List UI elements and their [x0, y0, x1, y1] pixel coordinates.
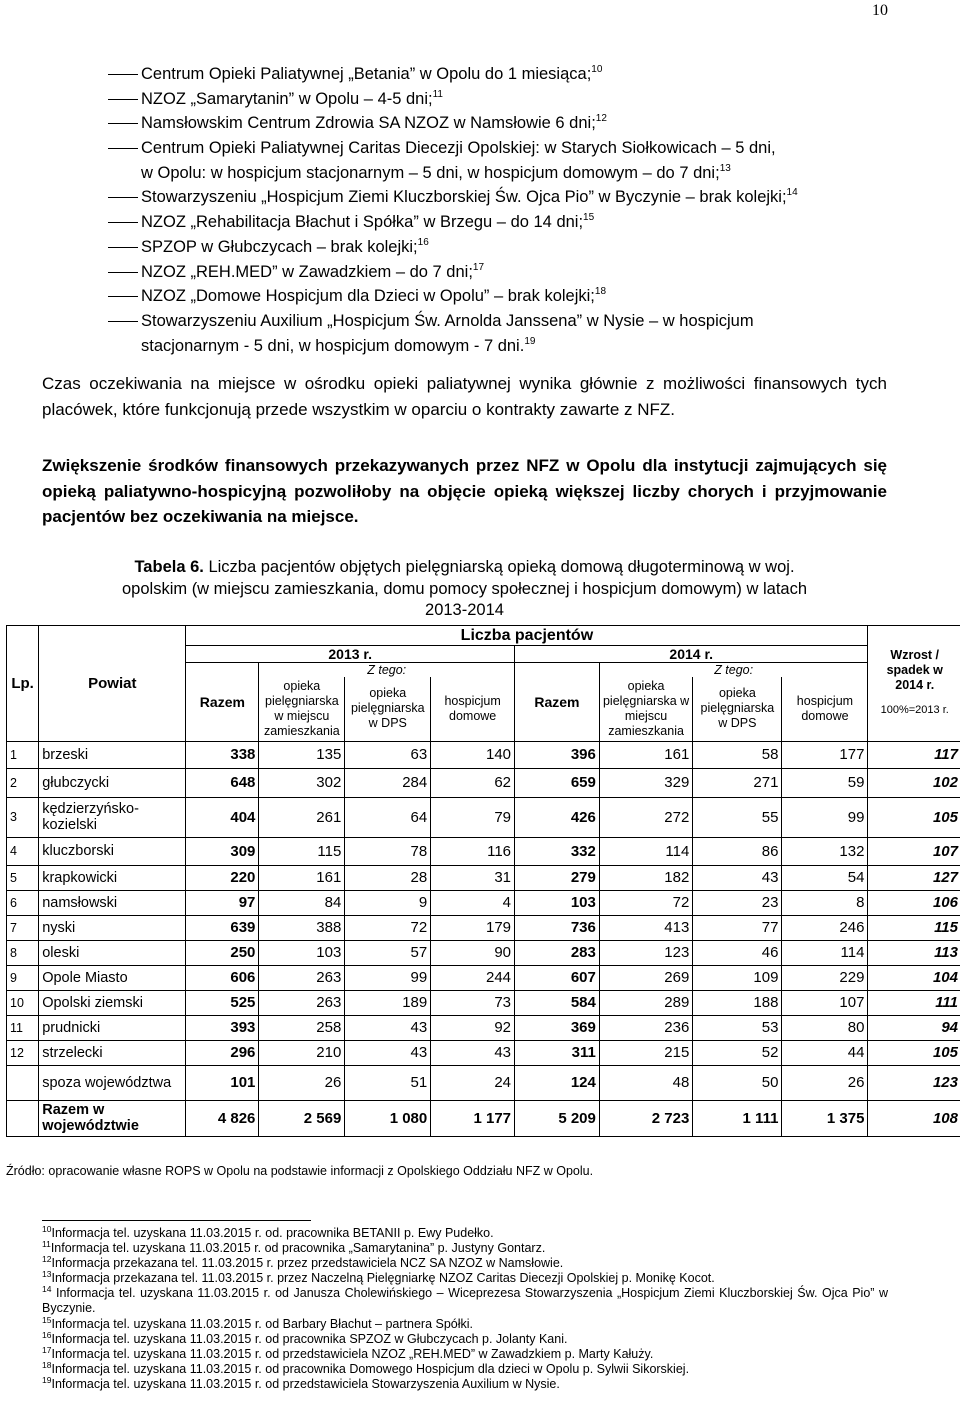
cell-value: 80	[782, 1015, 868, 1040]
bullet-continuation-text: w Opolu: w hospicjum stacjonarnym – 5 dni, w hospicjum domowym – do 7 dni;	[141, 163, 720, 182]
cell-value: 127	[868, 865, 960, 890]
cell-value: 43	[431, 1040, 515, 1065]
cell-value: 111	[868, 990, 960, 1015]
cell-powiat: kędzierzyńsko-kozielski	[39, 797, 186, 837]
cell-value: 31	[431, 865, 515, 890]
cell-value: 64	[345, 797, 431, 837]
cell-value: 99	[782, 797, 868, 837]
footnote-number: 16	[42, 1329, 52, 1340]
bullet-item	[108, 111, 888, 136]
bullet-continuation-text: stacjonarnym - 5 dni, w hospicjum domowym - 7 dni.	[141, 336, 525, 355]
footnote-number: 17	[42, 1344, 52, 1355]
header-c3-2014: hospicjum domowe	[782, 677, 868, 741]
cell-value: 72	[345, 915, 431, 940]
cell-value: 135	[259, 741, 345, 768]
cell-value: 396	[515, 741, 600, 768]
cell-value: 8	[782, 890, 868, 915]
cell-lp: 3	[7, 797, 39, 837]
cell-value: 284	[345, 768, 431, 797]
dash-marker	[108, 321, 138, 322]
footnote-item	[42, 1344, 888, 1362]
table-row	[7, 1040, 960, 1065]
cell-powiat: namsłowski	[39, 890, 186, 915]
cell-value: 77	[693, 915, 782, 940]
cell-value: 90	[431, 940, 515, 965]
header-base: 100%=2013 r.	[880, 704, 949, 717]
cell-value: 1 080	[345, 1100, 431, 1136]
footnote-ref: 15	[583, 212, 595, 224]
cell-value: 105	[868, 1040, 960, 1065]
header-wzrost-label: Wzrost / spadek w 2014 r.	[886, 648, 943, 693]
bullet-text: Namsłowskim Centrum Zdrowia SA NZOZ w Namsłowie 6 dni;	[141, 114, 596, 133]
dash-marker	[108, 99, 138, 100]
cell-value: 2 723	[599, 1100, 692, 1136]
cell-value: 84	[259, 890, 345, 915]
footnote-text: Informacja tel. uzyskana 11.03.2015 r. od pracownika Domowego Hospicjum dla dzieci w Opolu p. Sylwii Sikorskiej.	[51, 1361, 690, 1376]
table-row	[7, 741, 960, 768]
cell-value: 44	[782, 1040, 868, 1065]
footnote-ref: 11	[432, 88, 443, 100]
cell-value: 283	[515, 940, 600, 965]
table-caption	[42, 557, 887, 622]
cell-value: 113	[868, 940, 960, 965]
footnotes	[42, 1226, 888, 1392]
cell-value: 607	[515, 965, 600, 990]
cell-lp: 12	[7, 1040, 39, 1065]
footnote-item	[42, 1314, 888, 1332]
cell-value: 639	[186, 915, 259, 940]
paragraph-text: Zwiększenie środków finansowych przekazywanych przez NFZ w Opolu dla instytucji zajmujących się opieką paliatywno-hospicyjną pozwoliłoby na objęcie opieką większej liczby chorych i przyjmowanie pacjentów bez oczekiwania na miejsce.	[42, 456, 887, 526]
cell-value: 59	[782, 768, 868, 797]
table-row	[7, 797, 960, 837]
cell-value: 109	[693, 965, 782, 990]
dash-marker	[108, 247, 138, 248]
cell-value: 97	[186, 890, 259, 915]
footnote-item	[42, 1226, 888, 1241]
cell-value: 736	[515, 915, 600, 940]
cell-value: 55	[693, 797, 782, 837]
cell-value: 115	[259, 837, 345, 865]
cell-value: 250	[186, 940, 259, 965]
dash-marker	[108, 272, 138, 273]
cell-value: 179	[431, 915, 515, 940]
table-row	[7, 865, 960, 890]
cell-value: 5 209	[515, 1100, 600, 1136]
cell-value: 53	[693, 1015, 782, 1040]
cell-value: 1 375	[782, 1100, 868, 1136]
cell-value: 92	[431, 1015, 515, 1040]
bullet-text: NZOZ „REH.MED” w Zawadzkiem – do 7 dni;	[141, 262, 473, 281]
cell-value: 189	[345, 990, 431, 1015]
cell-value: 296	[186, 1040, 259, 1065]
cell-powiat: oleski	[39, 940, 186, 965]
cell-value: 269	[599, 965, 692, 990]
footnote-ref: 14	[786, 187, 798, 199]
cell-value: 606	[186, 965, 259, 990]
cell-lp: 8	[7, 940, 39, 965]
dash-marker	[108, 123, 138, 124]
cell-value: 140	[431, 741, 515, 768]
dash-marker	[108, 296, 138, 297]
cell-value: 62	[431, 768, 515, 797]
cell-value: 43	[345, 1015, 431, 1040]
header-powiat: Powiat	[39, 626, 186, 742]
bullet-text: NZOZ „Rehabilitacja Błachut i Spółka” w Brzegu – do 14 dni;	[141, 213, 584, 232]
cell-value: 302	[259, 768, 345, 797]
cell-value: 263	[259, 990, 345, 1015]
bullet-item	[108, 309, 888, 358]
footnote-separator	[42, 1220, 311, 1221]
header-c2-2014: opieka pielęgniarska w DPS	[693, 677, 782, 741]
cell-value: 272	[599, 797, 692, 837]
bullet-text: SPZOP w Głubczycach – brak kolejki;	[141, 237, 418, 256]
cell-value: 648	[186, 768, 259, 797]
table-row	[7, 1015, 960, 1040]
cell-value: 72	[599, 890, 692, 915]
cell-value: 106	[868, 890, 960, 915]
bullet-item	[108, 185, 888, 210]
cell-lp	[7, 1065, 39, 1100]
footnote-ref: 13	[719, 162, 731, 174]
bullet-item	[108, 136, 888, 185]
cell-value: 48	[599, 1065, 692, 1100]
cell-value: 177	[782, 741, 868, 768]
bullet-text: Stowarzyszeniu Auxilium „Hospicjum Św. Arnolda Janssena” w Nysie – w hospicjum	[141, 311, 754, 330]
footnote-text: Informacja tel. uzyskana 11.03.2015 r. od przedstawiciela Stowarzyszenia Auxilium w Nysie.	[51, 1376, 560, 1391]
cell-powiat: głubczycki	[39, 768, 186, 797]
cell-value: 79	[431, 797, 515, 837]
footnote-number: 15	[42, 1314, 52, 1325]
cell-value: 123	[868, 1065, 960, 1100]
footnote-number: 11	[42, 1239, 51, 1250]
cell-lp: 7	[7, 915, 39, 940]
cell-value: 107	[782, 990, 868, 1015]
cell-value: 107	[868, 837, 960, 865]
paragraph-waiting-time	[42, 371, 887, 422]
cell-value: 215	[599, 1040, 692, 1065]
header-c3-2013: hospicjum domowe	[431, 677, 515, 741]
table-row	[7, 965, 960, 990]
footnote-item	[42, 1241, 888, 1256]
cell-value: 43	[693, 865, 782, 890]
footnote-number: 12	[42, 1254, 52, 1265]
cell-powiat: krapkowicki	[39, 865, 186, 890]
cell-value: 338	[186, 741, 259, 768]
header-c1-2014: opieka pielęgniarska w miejscu zamieszkania	[599, 677, 692, 741]
footnote-text: Informacja przekazana tel. 11.03.2015 r. przez Naczelną Pielęgniarkę NZOZ Caritas Diecezji Opolskiej p. Monikę Kocot.	[51, 1271, 715, 1286]
dash-marker	[108, 197, 138, 198]
paragraph-funding	[42, 453, 887, 530]
cell-lp: 6	[7, 890, 39, 915]
cell-value: 258	[259, 1015, 345, 1040]
table-row	[7, 1100, 960, 1136]
cell-value: 114	[599, 837, 692, 865]
cell-powiat: brzeski	[39, 741, 186, 768]
page-number: 10	[872, 2, 888, 19]
header-razem-2014: Razem	[515, 663, 600, 742]
cell-value: 103	[259, 940, 345, 965]
footnote-text: Informacja tel. uzyskana 11.03.2015 r. od Janusza Cholewińskiego – Wiceprezesa Stowarzyszenia „Hospicjum Ziemi Kluczborskiej Św. Ojca Pio” w Byczynie.	[42, 1286, 888, 1316]
cell-value: 271	[693, 768, 782, 797]
table-row	[7, 990, 960, 1015]
cell-value: 188	[693, 990, 782, 1015]
footnote-number: 14	[42, 1284, 52, 1295]
cell-value: 132	[782, 837, 868, 865]
bullet-item	[108, 87, 888, 112]
header-tego-2013: Z tego:	[259, 663, 515, 678]
cell-value: 369	[515, 1015, 600, 1040]
cell-value: 116	[431, 837, 515, 865]
cell-value: 58	[693, 741, 782, 768]
cell-powiat: nyski	[39, 915, 186, 940]
footnote-ref: 10	[591, 64, 603, 75]
cell-value: 261	[259, 797, 345, 837]
cell-value: 263	[259, 965, 345, 990]
cell-powiat: strzelecki	[39, 1040, 186, 1065]
footnote-ref: 17	[472, 261, 485, 273]
dash-marker	[108, 222, 138, 223]
cell-value: 51	[345, 1065, 431, 1100]
cell-value: 329	[599, 768, 692, 797]
footnote-ref: 12	[595, 113, 607, 125]
cell-powiat: spoza województwa	[39, 1065, 186, 1100]
header-2014: 2014 r.	[515, 646, 868, 663]
bullet-continuation	[141, 334, 888, 359]
header-2013: 2013 r.	[186, 646, 515, 663]
cell-value: 1 177	[431, 1100, 515, 1136]
cell-value: 311	[515, 1040, 600, 1065]
bullet-item	[108, 235, 888, 260]
cell-value: 117	[868, 741, 960, 768]
footnote-text: Informacja tel. uzyskana 11.03.2015 r. od pracownika SPZOZ w Głubczycach p. Jolanty Kani.	[51, 1331, 568, 1346]
cell-value: 115	[868, 915, 960, 940]
bullet-text: NZOZ „Domowe Hospicjum dla Dzieci w Opolu” – brak kolejki;	[141, 287, 595, 306]
cell-value: 332	[515, 837, 600, 865]
cell-value: 236	[599, 1015, 692, 1040]
cell-value: 108	[868, 1100, 960, 1136]
cell-lp: 4	[7, 837, 39, 865]
caption-line2: opolskim (w miejscu zamieszkania, domu pomocy społecznej i hospicjum domowym) w latach	[122, 579, 807, 598]
header-c2-2013: opieka pielęgniarska w DPS	[345, 677, 431, 741]
cell-lp: 9	[7, 965, 39, 990]
table-row	[7, 940, 960, 965]
table-row	[7, 1065, 960, 1100]
cell-powiat: Opole Miasto	[39, 965, 186, 990]
dash-marker	[108, 148, 138, 149]
footnote-ref: 16	[417, 236, 429, 248]
cell-value: 105	[868, 797, 960, 837]
cell-value: 104	[868, 965, 960, 990]
footnote-ref: 18	[594, 286, 607, 298]
footnote-text: Informacja tel. uzyskana 11.03.2015 r. od przedstawiciela NZOZ „REH.MED” w Zawadzkiem p. Marty Kałuży.	[51, 1346, 654, 1361]
header-tego-2014: Z tego:	[599, 663, 868, 678]
cell-lp: 5	[7, 865, 39, 890]
footnote-number: 19	[42, 1374, 52, 1385]
cell-powiat: prudnicki	[39, 1015, 186, 1040]
footnote-text: Informacja przekazana tel. 11.03.2015 r. przez przedstawiciela NCZ SA NZOZ w Namsłowie.	[51, 1256, 564, 1271]
cell-value: 28	[345, 865, 431, 890]
cell-value: 102	[868, 768, 960, 797]
table-row	[7, 768, 960, 797]
cell-value: 584	[515, 990, 600, 1015]
bullet-text: Centrum Opieki Paliatywnej „Betania” w Opolu do 1 miesiąca;	[141, 65, 592, 83]
bullet-continuation	[141, 161, 888, 186]
caption-label: Tabela 6.	[134, 558, 204, 576]
caption-line1: Liczba pacjentów objętych pielęgniarską opieką domową długoterminową w woj.	[203, 558, 795, 576]
cell-value: 46	[693, 940, 782, 965]
cell-value: 124	[515, 1065, 600, 1100]
footnote-text: Informacja tel. uzyskana 11.03.2015 r. od Barbary Błachut – partnera Spółki.	[51, 1316, 474, 1331]
cell-value: 4 826	[186, 1100, 259, 1136]
cell-value: 161	[599, 741, 692, 768]
paragraph-text: Czas oczekiwania na miejsce w ośrodku opieki paliatywnej wynika głównie z możliwości finansowych tych placówek, które funkcjonują przede wszystkim w oparciu o kontrakty zawarte z NFZ.	[42, 374, 887, 419]
footnote-ref: 19	[524, 335, 536, 347]
cell-value: 182	[599, 865, 692, 890]
cell-powiat: Razem w województwie	[39, 1100, 186, 1136]
cell-value: 43	[345, 1040, 431, 1065]
footnote-number: 18	[42, 1359, 52, 1370]
footnote-item	[42, 1329, 888, 1347]
cell-value: 279	[515, 865, 600, 890]
cell-value: 388	[259, 915, 345, 940]
footnote-item	[42, 1271, 888, 1286]
cell-value: 244	[431, 965, 515, 990]
caption-line3: 2013-2014	[425, 601, 504, 619]
cell-value: 4	[431, 890, 515, 915]
bullet-item	[108, 284, 888, 309]
cell-value: 404	[186, 797, 259, 837]
cell-lp	[7, 1100, 39, 1136]
table-row	[7, 915, 960, 940]
cell-lp: 1	[7, 741, 39, 768]
footnote-item	[42, 1359, 888, 1377]
cell-value: 99	[345, 965, 431, 990]
table-row	[7, 890, 960, 915]
cell-value: 659	[515, 768, 600, 797]
cell-value: 9	[345, 890, 431, 915]
cell-value: 94	[868, 1015, 960, 1040]
bullet-text: Centrum Opieki Paliatywnej Caritas Diecezji Opolskiej: w Starych Siołkowicach – 5 dni,	[141, 139, 776, 158]
cell-value: 78	[345, 837, 431, 865]
cell-value: 114	[782, 940, 868, 965]
bullet-item	[108, 62, 888, 87]
bullet-text: NZOZ „Samarytanin” w Opolu – 4-5 dni;	[141, 89, 433, 108]
cell-value: 210	[259, 1040, 345, 1065]
header-lp: Lp.	[7, 626, 39, 742]
cell-powiat: kluczborski	[39, 837, 186, 865]
header-liczba-pacjentow: Liczba pacjentów	[186, 626, 868, 646]
cell-value: 103	[515, 890, 600, 915]
header-razem-2013: Razem	[186, 663, 259, 742]
cell-value: 426	[515, 797, 600, 837]
footnote-number: 10	[42, 1224, 52, 1234]
cell-value: 1 111	[693, 1100, 782, 1136]
bullet-item	[108, 210, 888, 235]
cell-value: 413	[599, 915, 692, 940]
bullet-item	[108, 260, 888, 285]
cell-powiat: Opolski ziemski	[39, 990, 186, 1015]
header-c1-2013: opieka pielęgniarska w miejscu zamieszkania	[259, 677, 345, 741]
header-wzrost	[868, 626, 960, 742]
cell-value: 2 569	[259, 1100, 345, 1136]
bullet-text: Stowarzyszeniu „Hospicjum Ziemi Kluczborskiej Św. Ojca Pio” w Byczynie – brak kolejki;	[141, 188, 787, 207]
cell-value: 50	[693, 1065, 782, 1100]
cell-value: 229	[782, 965, 868, 990]
cell-value: 23	[693, 890, 782, 915]
cell-value: 63	[345, 741, 431, 768]
cell-value: 123	[599, 940, 692, 965]
cell-lp: 10	[7, 990, 39, 1015]
cell-value: 86	[693, 837, 782, 865]
source-note: Źródło: opracowanie własne ROPS w Opolu na podstawie informacji z Opolskiego Oddziału NFZ w Opolu.	[6, 1164, 594, 1178]
cell-value: 393	[186, 1015, 259, 1040]
cell-value: 289	[599, 990, 692, 1015]
cell-value: 246	[782, 915, 868, 940]
cell-value: 309	[186, 837, 259, 865]
bullet-list	[108, 62, 888, 358]
cell-value: 54	[782, 865, 868, 890]
footnote-item	[42, 1374, 888, 1392]
dash-marker	[108, 74, 138, 75]
cell-value: 161	[259, 865, 345, 890]
cell-value: 220	[186, 865, 259, 890]
footnote-text: Informacja tel. uzyskana 11.03.2015 r. od pracownika „Samarytanina” p. Justyny Gontarz.	[50, 1241, 546, 1256]
table-row	[7, 837, 960, 865]
cell-lp: 11	[7, 1015, 39, 1040]
cell-value: 57	[345, 940, 431, 965]
cell-value: 52	[693, 1040, 782, 1065]
cell-value: 73	[431, 990, 515, 1015]
cell-value: 24	[431, 1065, 515, 1100]
footnote-item	[42, 1256, 888, 1271]
cell-value: 101	[186, 1065, 259, 1100]
footnote-text: Informacja tel. uzyskana 11.03.2015 r. od. pracownika BETANII p. Ewy Pudełko.	[51, 1226, 494, 1240]
cell-value: 525	[186, 990, 259, 1015]
footnote-number: 13	[42, 1269, 52, 1280]
patients-table	[6, 625, 960, 1137]
cell-value: 26	[782, 1065, 868, 1100]
cell-lp: 2	[7, 768, 39, 797]
cell-value: 26	[259, 1065, 345, 1100]
footnote-item	[42, 1286, 888, 1316]
